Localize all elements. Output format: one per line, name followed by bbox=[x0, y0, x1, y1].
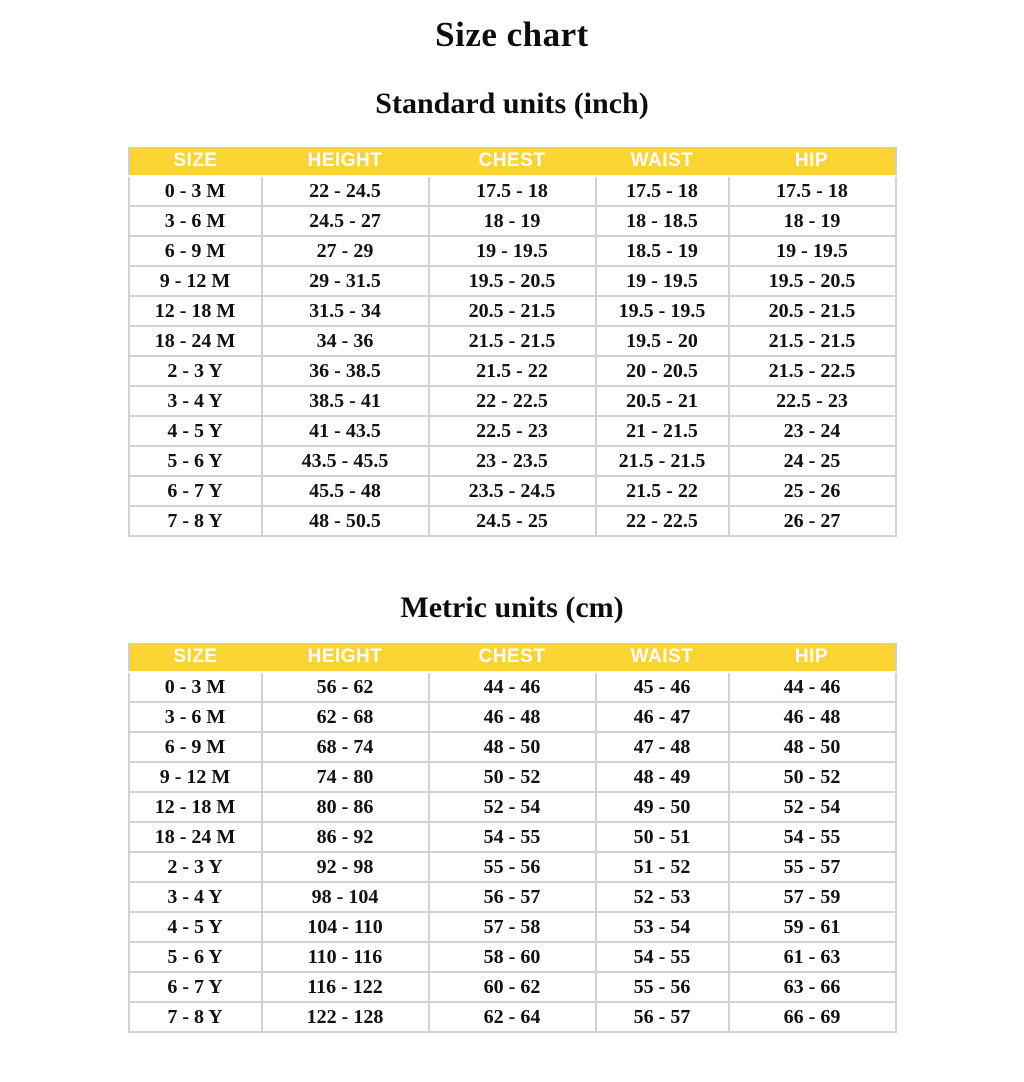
cell-hip: 52 - 54 bbox=[729, 792, 896, 822]
table-row bbox=[129, 476, 896, 506]
cell-chest: 52 - 54 bbox=[429, 792, 596, 822]
cell-chest: 44 - 46 bbox=[429, 672, 596, 702]
cell-hip: 57 - 59 bbox=[729, 882, 896, 912]
cell-chest: 24.5 - 25 bbox=[429, 506, 596, 536]
cell-waist: 19 - 19.5 bbox=[596, 266, 729, 296]
column-header-size: SIZE bbox=[129, 643, 262, 672]
section-title-metric-units: Metric units (cm) bbox=[400, 591, 624, 624]
cell-waist: 51 - 52 bbox=[596, 852, 729, 882]
cell-chest: 21.5 - 21.5 bbox=[429, 326, 596, 356]
cell-waist: 48 - 49 bbox=[596, 762, 729, 792]
cell-size: 2 - 3 Y bbox=[129, 852, 262, 882]
table-row bbox=[129, 912, 896, 942]
cell-height: 86 - 92 bbox=[262, 822, 429, 852]
cell-height: 41 - 43.5 bbox=[262, 416, 429, 446]
cell-size: 2 - 3 Y bbox=[129, 356, 262, 386]
cell-height: 80 - 86 bbox=[262, 792, 429, 822]
cell-waist: 20.5 - 21 bbox=[596, 386, 729, 416]
cell-height: 56 - 62 bbox=[262, 672, 429, 702]
table-row bbox=[129, 972, 896, 1002]
cell-chest: 22 - 22.5 bbox=[429, 386, 596, 416]
column-header-waist: WAIST bbox=[596, 147, 729, 176]
column-header-waist: WAIST bbox=[596, 643, 729, 672]
cell-size: 18 - 24 M bbox=[129, 822, 262, 852]
cell-height: 38.5 - 41 bbox=[262, 386, 429, 416]
cell-size: 3 - 4 Y bbox=[129, 882, 262, 912]
cell-height: 31.5 - 34 bbox=[262, 296, 429, 326]
cell-waist: 19.5 - 20 bbox=[596, 326, 729, 356]
cell-waist: 53 - 54 bbox=[596, 912, 729, 942]
cell-height: 48 - 50.5 bbox=[262, 506, 429, 536]
cell-size: 18 - 24 M bbox=[129, 326, 262, 356]
cell-size: 12 - 18 M bbox=[129, 296, 262, 326]
cell-hip: 20.5 - 21.5 bbox=[729, 296, 896, 326]
cell-height: 92 - 98 bbox=[262, 852, 429, 882]
table-row bbox=[129, 206, 896, 236]
cell-hip: 21.5 - 22.5 bbox=[729, 356, 896, 386]
cell-hip: 50 - 52 bbox=[729, 762, 896, 792]
cell-height: 22 - 24.5 bbox=[262, 176, 429, 206]
cell-hip: 26 - 27 bbox=[729, 506, 896, 536]
column-header-size: SIZE bbox=[129, 147, 262, 176]
cell-hip: 17.5 - 18 bbox=[729, 176, 896, 206]
cell-height: 43.5 - 45.5 bbox=[262, 446, 429, 476]
cell-height: 74 - 80 bbox=[262, 762, 429, 792]
cell-hip: 19.5 - 20.5 bbox=[729, 266, 896, 296]
cell-waist: 20 - 20.5 bbox=[596, 356, 729, 386]
cell-size: 5 - 6 Y bbox=[129, 942, 262, 972]
cell-size: 0 - 3 M bbox=[129, 672, 262, 702]
cell-hip: 25 - 26 bbox=[729, 476, 896, 506]
table-header-row bbox=[129, 643, 896, 672]
cell-size: 7 - 8 Y bbox=[129, 1002, 262, 1032]
page-title: Size chart bbox=[435, 15, 589, 54]
column-header-chest: CHEST bbox=[429, 147, 596, 176]
column-header-height: HEIGHT bbox=[262, 643, 429, 672]
cell-chest: 20.5 - 21.5 bbox=[429, 296, 596, 326]
cell-hip: 44 - 46 bbox=[729, 672, 896, 702]
cell-chest: 21.5 - 22 bbox=[429, 356, 596, 386]
cell-chest: 17.5 - 18 bbox=[429, 176, 596, 206]
cell-hip: 55 - 57 bbox=[729, 852, 896, 882]
table-row bbox=[129, 416, 896, 446]
cell-height: 45.5 - 48 bbox=[262, 476, 429, 506]
cell-height: 98 - 104 bbox=[262, 882, 429, 912]
cell-chest: 57 - 58 bbox=[429, 912, 596, 942]
cell-hip: 24 - 25 bbox=[729, 446, 896, 476]
cell-chest: 18 - 19 bbox=[429, 206, 596, 236]
column-header-height: HEIGHT bbox=[262, 147, 429, 176]
column-header-hip: HIP bbox=[729, 643, 896, 672]
section-title-standard-units: Standard units (inch) bbox=[375, 87, 649, 120]
table-header-row bbox=[129, 147, 896, 176]
cell-chest: 50 - 52 bbox=[429, 762, 596, 792]
cell-chest: 55 - 56 bbox=[429, 852, 596, 882]
column-header-chest: CHEST bbox=[429, 643, 596, 672]
cell-waist: 55 - 56 bbox=[596, 972, 729, 1002]
cell-hip: 66 - 69 bbox=[729, 1002, 896, 1032]
cell-hip: 19 - 19.5 bbox=[729, 236, 896, 266]
cell-chest: 22.5 - 23 bbox=[429, 416, 596, 446]
cell-size: 6 - 7 Y bbox=[129, 972, 262, 1002]
cell-chest: 48 - 50 bbox=[429, 732, 596, 762]
cell-chest: 62 - 64 bbox=[429, 1002, 596, 1032]
cell-waist: 21 - 21.5 bbox=[596, 416, 729, 446]
cell-height: 34 - 36 bbox=[262, 326, 429, 356]
table-row bbox=[129, 852, 896, 882]
table-row bbox=[129, 822, 896, 852]
cell-chest: 19.5 - 20.5 bbox=[429, 266, 596, 296]
cell-size: 5 - 6 Y bbox=[129, 446, 262, 476]
cell-size: 3 - 6 M bbox=[129, 702, 262, 732]
cell-size: 6 - 9 M bbox=[129, 236, 262, 266]
table-row bbox=[129, 296, 896, 326]
cell-waist: 18 - 18.5 bbox=[596, 206, 729, 236]
table-row bbox=[129, 446, 896, 476]
cell-hip: 61 - 63 bbox=[729, 942, 896, 972]
size-table-inch bbox=[128, 147, 897, 537]
cell-height: 27 - 29 bbox=[262, 236, 429, 266]
table-header-row bbox=[129, 147, 896, 176]
cell-hip: 48 - 50 bbox=[729, 732, 896, 762]
table-row bbox=[129, 386, 896, 416]
table-row bbox=[129, 732, 896, 762]
column-header-hip: HIP bbox=[729, 147, 896, 176]
cell-size: 3 - 6 M bbox=[129, 206, 262, 236]
table-row bbox=[129, 176, 896, 206]
table-row bbox=[129, 236, 896, 266]
table-row bbox=[129, 506, 896, 536]
cell-waist: 19.5 - 19.5 bbox=[596, 296, 729, 326]
cell-hip: 23 - 24 bbox=[729, 416, 896, 446]
cell-waist: 21.5 - 21.5 bbox=[596, 446, 729, 476]
table-row bbox=[129, 672, 896, 702]
cell-height: 110 - 116 bbox=[262, 942, 429, 972]
cell-height: 116 - 122 bbox=[262, 972, 429, 1002]
table-row bbox=[129, 792, 896, 822]
cell-hip: 63 - 66 bbox=[729, 972, 896, 1002]
table-row bbox=[129, 266, 896, 296]
cell-height: 36 - 38.5 bbox=[262, 356, 429, 386]
cell-chest: 23 - 23.5 bbox=[429, 446, 596, 476]
cell-size: 9 - 12 M bbox=[129, 266, 262, 296]
cell-size: 9 - 12 M bbox=[129, 762, 262, 792]
cell-size: 3 - 4 Y bbox=[129, 386, 262, 416]
cell-hip: 46 - 48 bbox=[729, 702, 896, 732]
cell-size: 0 - 3 M bbox=[129, 176, 262, 206]
cell-size: 12 - 18 M bbox=[129, 792, 262, 822]
cell-waist: 46 - 47 bbox=[596, 702, 729, 732]
size-table-cm bbox=[128, 643, 897, 1033]
table-row bbox=[129, 326, 896, 356]
cell-height: 62 - 68 bbox=[262, 702, 429, 732]
table-row bbox=[129, 882, 896, 912]
cell-waist: 50 - 51 bbox=[596, 822, 729, 852]
cell-chest: 19 - 19.5 bbox=[429, 236, 596, 266]
cell-size: 4 - 5 Y bbox=[129, 912, 262, 942]
cell-chest: 23.5 - 24.5 bbox=[429, 476, 596, 506]
table-header-row bbox=[129, 643, 896, 672]
cell-size: 6 - 9 M bbox=[129, 732, 262, 762]
cell-hip: 21.5 - 21.5 bbox=[729, 326, 896, 356]
cell-chest: 56 - 57 bbox=[429, 882, 596, 912]
cell-chest: 46 - 48 bbox=[429, 702, 596, 732]
cell-waist: 56 - 57 bbox=[596, 1002, 729, 1032]
cell-waist: 47 - 48 bbox=[596, 732, 729, 762]
cell-waist: 17.5 - 18 bbox=[596, 176, 729, 206]
cell-height: 24.5 - 27 bbox=[262, 206, 429, 236]
cell-hip: 54 - 55 bbox=[729, 822, 896, 852]
cell-hip: 22.5 - 23 bbox=[729, 386, 896, 416]
cell-height: 104 - 110 bbox=[262, 912, 429, 942]
cell-waist: 18.5 - 19 bbox=[596, 236, 729, 266]
cell-height: 122 - 128 bbox=[262, 1002, 429, 1032]
table-row bbox=[129, 702, 896, 732]
table-row bbox=[129, 356, 896, 386]
table-row bbox=[129, 942, 896, 972]
cell-chest: 58 - 60 bbox=[429, 942, 596, 972]
cell-height: 68 - 74 bbox=[262, 732, 429, 762]
cell-waist: 45 - 46 bbox=[596, 672, 729, 702]
cell-chest: 54 - 55 bbox=[429, 822, 596, 852]
cell-size: 6 - 7 Y bbox=[129, 476, 262, 506]
table-row bbox=[129, 1002, 896, 1032]
cell-waist: 52 - 53 bbox=[596, 882, 729, 912]
cell-chest: 60 - 62 bbox=[429, 972, 596, 1002]
cell-hip: 18 - 19 bbox=[729, 206, 896, 236]
cell-waist: 54 - 55 bbox=[596, 942, 729, 972]
table-row bbox=[129, 762, 896, 792]
cell-waist: 22 - 22.5 bbox=[596, 506, 729, 536]
cell-height: 29 - 31.5 bbox=[262, 266, 429, 296]
cell-waist: 21.5 - 22 bbox=[596, 476, 729, 506]
cell-size: 7 - 8 Y bbox=[129, 506, 262, 536]
cell-waist: 49 - 50 bbox=[596, 792, 729, 822]
cell-size: 4 - 5 Y bbox=[129, 416, 262, 446]
cell-hip: 59 - 61 bbox=[729, 912, 896, 942]
